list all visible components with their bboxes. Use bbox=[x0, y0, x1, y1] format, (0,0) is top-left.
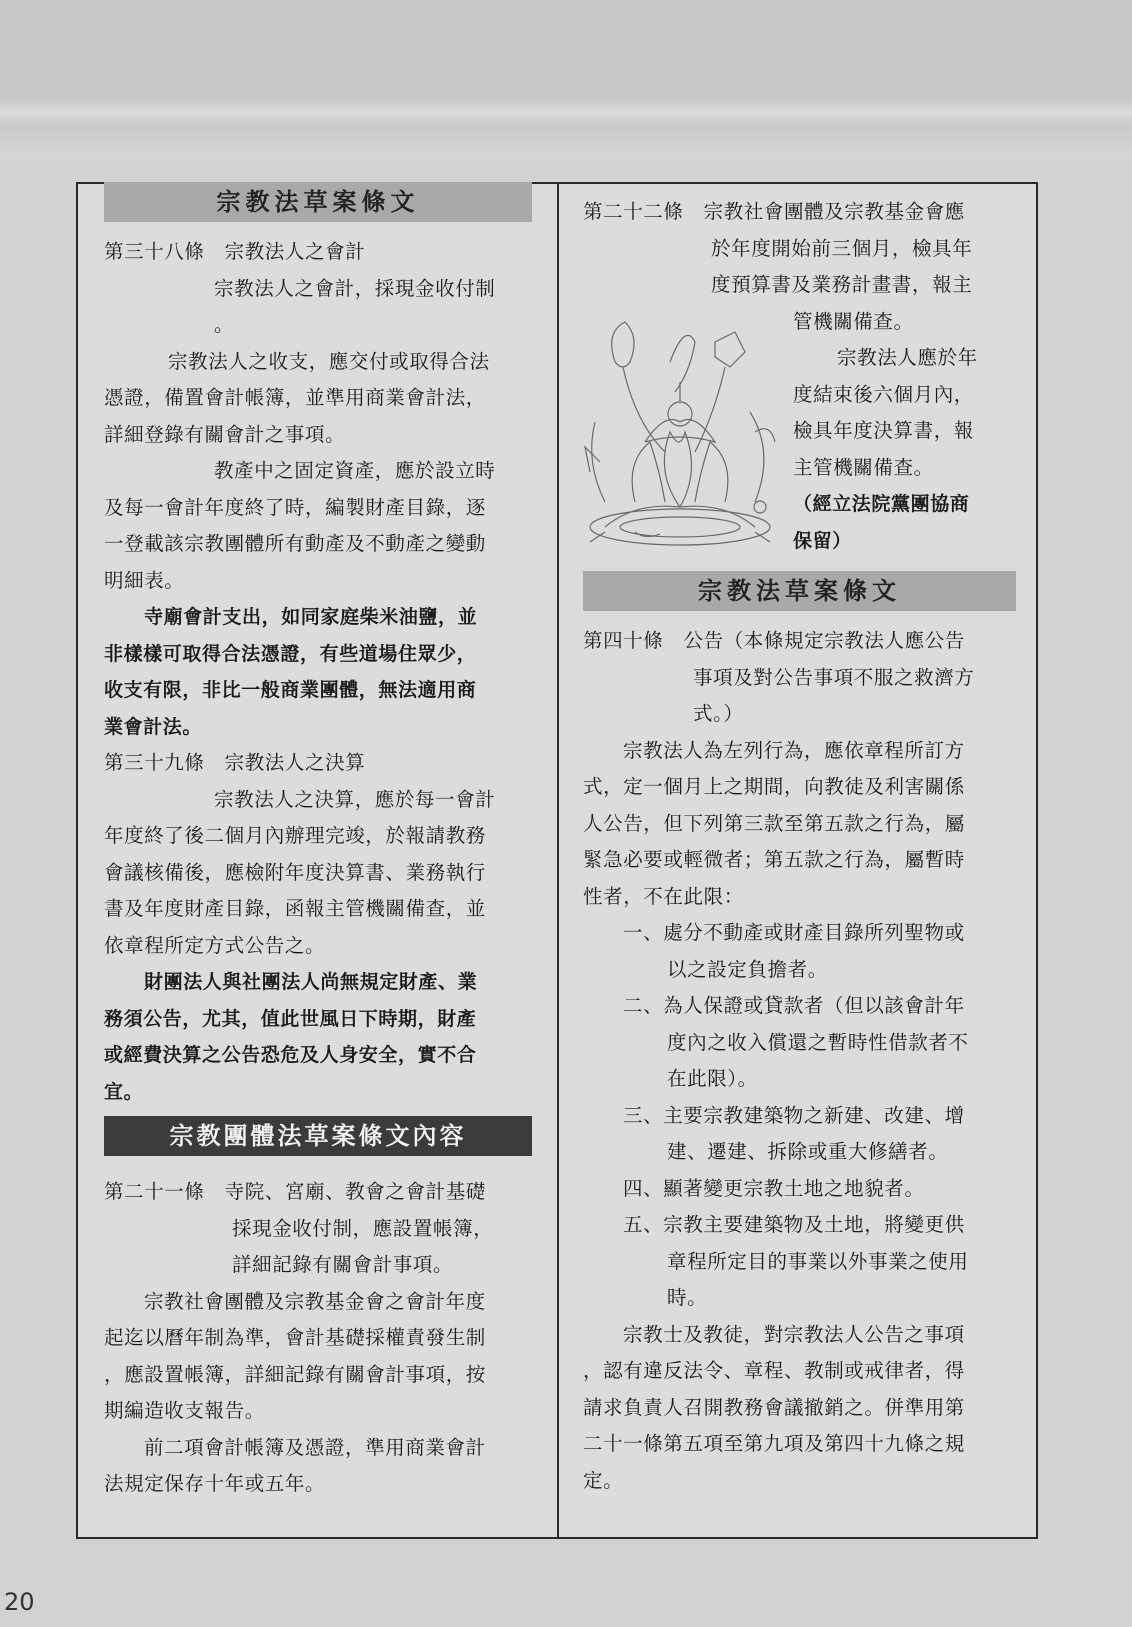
article-40-title: 第四十條 公告（本條規定宗教法人應公告 bbox=[583, 629, 965, 652]
text-line: 及每一會計年度終了時，編製財產目錄，逐 bbox=[104, 495, 486, 519]
section-header-religion-law-draft-right: 宗教法草案條文 bbox=[583, 571, 1016, 611]
text-line: 宗教法人之決算，應於每一會計 bbox=[214, 787, 496, 811]
article-frame bbox=[76, 182, 1038, 1539]
section-header-religion-law-draft: 宗教法草案條文 bbox=[104, 182, 532, 222]
text-line: 一登載該宗教團體所有動產及不動產之變動 bbox=[104, 532, 486, 555]
text-line: ，應設置帳簿，詳細記錄有關會計事項，按 bbox=[104, 1362, 486, 1386]
commentary-line: 寺廟會計支出，如同家庭柴米油鹽，並 bbox=[144, 606, 478, 628]
list-item: 一、處分不動產或財產目錄所列聖物或 bbox=[623, 921, 965, 944]
lotus-illustration bbox=[575, 302, 785, 552]
text-line: 宗教社會團體及宗教基金會之會計年度 bbox=[144, 1289, 486, 1313]
text-line: 宗教法人之會計，採現金收付制 bbox=[214, 276, 496, 300]
commentary-line: 收支有限，非比一般商業團體，無法適用商 bbox=[104, 679, 477, 701]
page-number: 20 bbox=[4, 1588, 35, 1616]
article-22-title: 第二十二條 宗教社會團體及宗教基金會應 bbox=[583, 200, 965, 223]
commentary-line: 非樣樣可取得合法憑證，有些道場住眾少， bbox=[104, 642, 477, 665]
text-line: 宗教士及教徒，對宗教法人公告之事項 bbox=[623, 1322, 965, 1346]
text-line: 詳細記錄有關會計事項。 bbox=[232, 1253, 454, 1276]
list-item: 五、宗教主要建築物及土地，將變更供 bbox=[623, 1213, 965, 1236]
article-38-title: 第三十八條 宗教法人之會計 bbox=[104, 240, 366, 263]
text-line: 憑證，備置會計帳簿，並準用商業會計法， bbox=[104, 386, 486, 409]
article-21-title: 第二十一條 寺院、宮廟、教會之會計基礎 bbox=[104, 1180, 486, 1203]
commentary-line: 財團法人與社團法人尚無規定財產、業 bbox=[144, 971, 478, 993]
right-column bbox=[559, 184, 1038, 1499]
text-line: 教產中之固定資產，應於設立時 bbox=[214, 459, 496, 482]
left-column bbox=[78, 184, 556, 1503]
text-line: 明細表。 bbox=[104, 568, 185, 592]
text-line: 管機關備查。 bbox=[793, 309, 914, 333]
text-line: 。 bbox=[214, 313, 235, 336]
text-line: 請求負責人召開教務會議撤銷之。併準用第 bbox=[583, 1395, 965, 1419]
text-line: 法規定保存十年或五年。 bbox=[104, 1472, 326, 1495]
text-line: 二十一條第五項至第九項及第四十九條之規 bbox=[583, 1432, 965, 1455]
text-line: 建、遷建、拆除或重大修繕者。 bbox=[667, 1140, 949, 1163]
section-header-religious-group-law-draft: 宗教團體法草案條文內容 bbox=[104, 1116, 532, 1156]
text-line: 書及年度財產目錄，函報主管機關備查，並 bbox=[104, 897, 486, 920]
text-line: 宗教法人為左列行為，應依章程所訂方 bbox=[623, 738, 965, 762]
text-line: 依章程所定方式公告之。 bbox=[104, 933, 326, 957]
commentary-line: （經立法院黨團協商 bbox=[793, 493, 970, 515]
text-line: 章程所定目的事業以外事業之使用 bbox=[667, 1249, 969, 1273]
text-line: 採現金收付制，應設置帳簿， bbox=[232, 1216, 494, 1240]
text-line: 期編造收支報告。 bbox=[104, 1399, 265, 1422]
text-line: 以之設定負擔者。 bbox=[667, 957, 828, 981]
text-line: 式。） bbox=[693, 702, 744, 725]
commentary-line: 業會計法。 bbox=[104, 715, 203, 738]
text-line: 前二項會計帳簿及憑證，準用商業會計 bbox=[144, 1435, 486, 1459]
text-line: 會議核備後，應檢附年度決算書、業務執行 bbox=[104, 860, 486, 884]
text-line: 在此限）。 bbox=[667, 1067, 758, 1090]
commentary-line: 保留） bbox=[793, 529, 852, 552]
commentary-line: 宜。 bbox=[104, 1080, 144, 1103]
text-line: 度內之收入償還之暫時性借款者不 bbox=[667, 1030, 969, 1054]
article-39-title: 第三十九條 宗教法人之決算 bbox=[104, 751, 366, 774]
text-line: 檢具年度決算書，報 bbox=[793, 419, 974, 442]
text-line: 緊急必要或輕微者；第五款之行為，屬暫時 bbox=[583, 848, 965, 871]
list-item: 二、為人保證或貸款者（但以該會計年 bbox=[623, 994, 965, 1017]
text-line: 式，定一個月上之期間，向教徒及利害關係 bbox=[583, 775, 965, 798]
text-line: 宗教法人之收支，應交付或取得合法 bbox=[168, 349, 490, 373]
text-line: 定。 bbox=[583, 1468, 624, 1492]
text-line: 詳細登錄有關會計之事項。 bbox=[104, 422, 346, 446]
text-line: 人公告，但下列第三款至第五款之行為，屬 bbox=[583, 811, 965, 835]
list-item: 三、主要宗教建築物之新建、改建、增 bbox=[623, 1103, 965, 1127]
text-line: 於年度開始前三個月，檢具年 bbox=[711, 236, 973, 260]
list-item: 四、顯著變更宗教土地之地貌者。 bbox=[623, 1176, 925, 1200]
commentary-line: 或經費決算之公告恐危及人身安全，實不合 bbox=[104, 1044, 477, 1066]
text-line: 事項及對公告事項不服之救濟方 bbox=[693, 665, 975, 689]
text-line: 性者，不在此限： bbox=[583, 884, 744, 908]
text-line: 度預算書及業務計畫書，報主 bbox=[711, 273, 973, 296]
text-line: 主管機關備查。 bbox=[793, 455, 934, 479]
text-line: 年度終了後二個月內辦理完竣，於報請教務 bbox=[104, 824, 486, 847]
text-line: 宗教法人應於年 bbox=[837, 346, 978, 369]
text-line: 起迄以曆年制為準，會計基礎採權責發生制 bbox=[104, 1326, 486, 1349]
text-line: ，認有違反法令、章程、教制或戒律者，得 bbox=[583, 1359, 965, 1382]
top-band bbox=[0, 0, 1132, 180]
text-line: 時。 bbox=[667, 1286, 708, 1309]
commentary-line: 務須公告，尤其，值此世風日下時期，財產 bbox=[104, 1007, 477, 1030]
text-line: 度結束後六個月內， bbox=[793, 382, 974, 406]
